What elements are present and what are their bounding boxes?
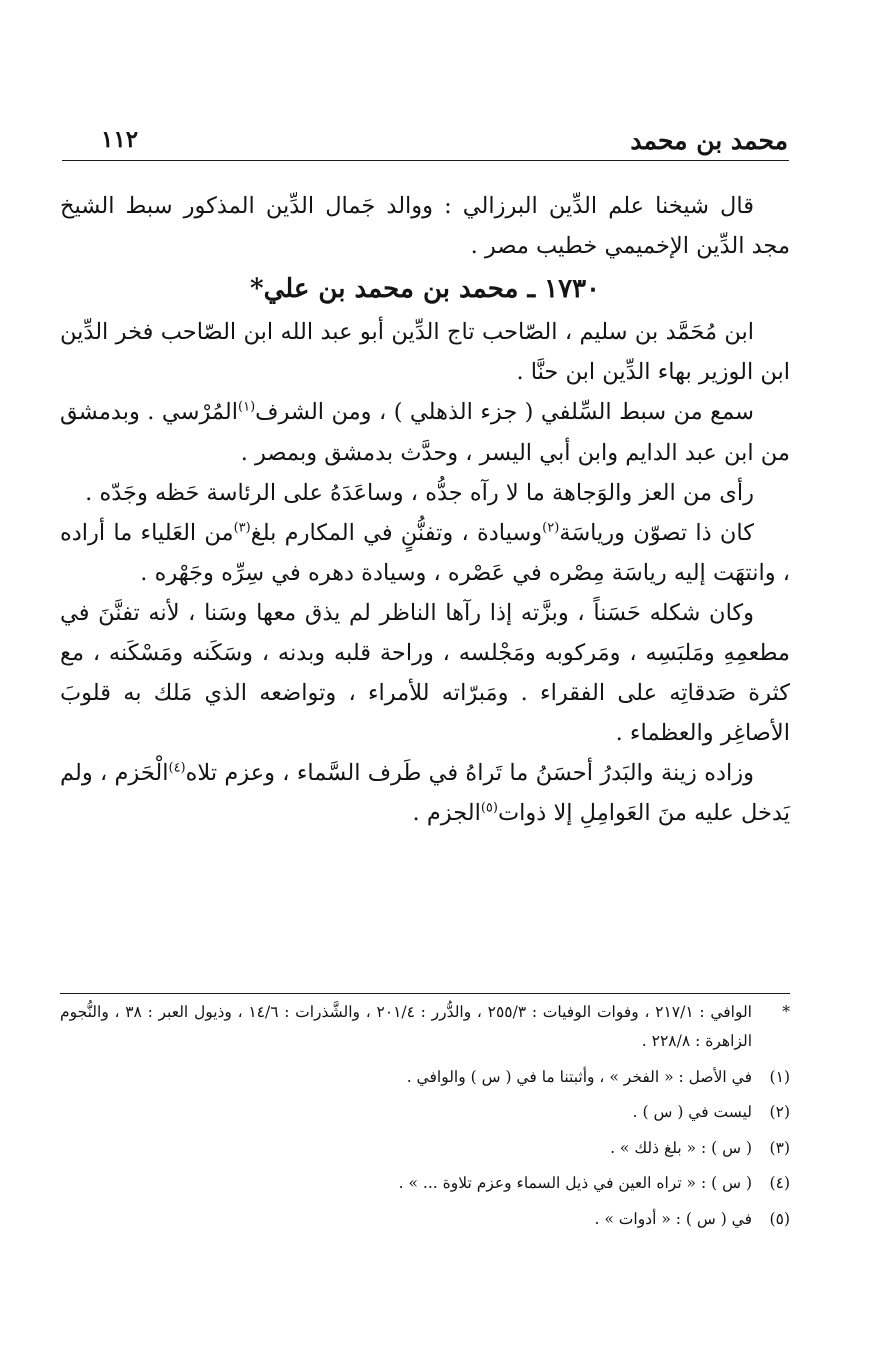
running-head	[63, 126, 788, 160]
footnote-text: ( س ) : « بلغ ذلك » .	[610, 1138, 752, 1157]
footnote-mark: (٥)	[769, 1209, 790, 1228]
paragraph-lineage: ابن مُحَمَّد بن سليم ، الصّاحب تاج الدِّين أبو عبد الله ابن الصّاحب فخر الدِّين ابن الوزير بهاء الدِّين ابن حنَّا .	[60, 319, 790, 386]
footnote-4	[60, 1169, 790, 1198]
paragraph-leadership-part-3: من العَلياء ما أراده ، وانتهَت إليه رياسَة مِصْره في عَصْره ، وسيادة دهره في سِرِّه وجَهْره .	[60, 519, 790, 586]
paragraph-leadership	[60, 513, 790, 593]
running-title: محمد بن محمد	[630, 126, 788, 155]
footnote-mark: (٣)	[769, 1138, 790, 1157]
paragraph-hearing	[60, 392, 790, 472]
paragraph-status: رأى من العز والوَجاهة ما لا رآه جدُّه ، وساعَدَهُ على الرئاسة حَظه وجَدّه .	[85, 479, 754, 506]
footnote-5	[60, 1205, 790, 1234]
footnote-text: في ( س ) : « أدوات » .	[594, 1209, 752, 1228]
footnote-text: ليست في ( س ) .	[632, 1103, 752, 1122]
paragraph-adornment-part-2: الْحَزم ، ولم يَدخل عليه منَ العَوامِلِ إلا ذوات	[60, 759, 790, 826]
paragraph-intro: قال شيخنا علم الدِّين البرزالي : ووالد جَمال الدِّين المذكور سبط الشيخ مجد الدِّين الإخميمي خطيب مصر .	[60, 193, 790, 260]
footnote-mark: (١)	[769, 1067, 790, 1086]
paragraph-adornment	[60, 753, 790, 833]
footnote-ref-5[interactable]: (٥)	[480, 800, 498, 816]
main-text	[60, 186, 790, 833]
entry-title: ١٧٣٠ ـ محمد بن محمد بن علي*	[249, 274, 600, 305]
footnote-3	[60, 1134, 790, 1163]
footnote-star	[60, 998, 790, 1057]
footnote-ref-1[interactable]: (١)	[238, 399, 256, 415]
paragraph-leadership-part-2: وسيادة ، وتفنُّنٍ في المكارم بلغ	[250, 519, 543, 546]
footnote-2	[60, 1098, 790, 1127]
paragraph-hearing-part-2: المُرْسي . وبدمشق من ابن عبد الدايم وابن أبي اليسر ، وحدَّث بدمشق وبمصر .	[60, 399, 790, 466]
paragraph-leadership-part-1: كان ذا تصوّن ورياسَة	[559, 519, 754, 546]
paragraph-adornment-part-1: وزاده زينة والبَدرُ أحسَنُ ما تَراهُ في طَرف السَّماء ، وعزم تلاه	[185, 759, 754, 786]
paragraph-appearance: وكان شكله حَسَناً ، وبزَّته إذا رآها الناظر لم يذق معها وسَنا ، لأنه تفنَّنَ في مطعمِهِ ومَلبَسِه ، ومَركوبه ومَجْلسه ، وراحة قلبه وبدنه ، وسَكَنه ومَسْكَنه ، مع كثرة صَدقاتِه على الفقراء . ومَبرّاته للأمراء ، وتواضعه الذي مَلك به قلوبَ الأصاغِر والعظماء .	[60, 599, 790, 746]
footnote-text: الوافي : ٢١٧/١ ، وفوات الوفيات : ٢٥٥/٣ ، والدُّرر : ٢٠١/٤ ، والشَّذرات : ١٤/٦ ، وذيول العبر : ٣٨ ، والنُّجوم الزاهرة : ٢٢٨/٨ .	[60, 1003, 752, 1051]
paragraph-hearing-part-1: سمع من سبط السِّلفي ( جزء الذهلي ) ، ومن الشرف	[255, 399, 754, 426]
header-rule	[62, 160, 789, 161]
footnote-mark: (٤)	[769, 1174, 790, 1193]
page-number: ١١٢	[101, 126, 139, 153]
footnote-ref-3[interactable]: (٣)	[233, 520, 251, 536]
footnote-1	[60, 1063, 790, 1092]
footnote-mark: (٢)	[769, 1103, 790, 1122]
footnote-text: ( س ) : « تراه العين في ذيل السماء وعزم تلاوة ... » .	[398, 1174, 752, 1193]
footnotes	[60, 993, 790, 1240]
footnote-ref-2[interactable]: (٢)	[542, 520, 560, 536]
footnote-mark: *	[782, 1003, 790, 1021]
footnote-text: في الأصل : « الفخر » ، وأثبتنا ما في ( س ) والوافي .	[406, 1067, 752, 1086]
paragraph-adornment-part-3: الجزم .	[412, 799, 481, 826]
footnote-ref-4[interactable]: (٤)	[168, 760, 186, 776]
